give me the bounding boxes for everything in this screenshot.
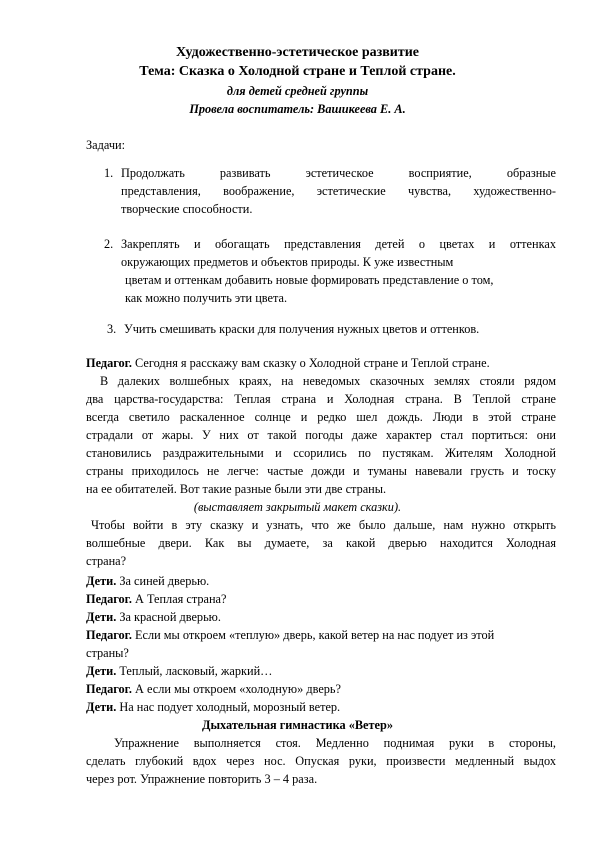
dialog-text: А если мы откроем «холодную» дверь?: [135, 682, 342, 696]
exercise-line-3: через рот. Упражнение повторить 3 – 4 раза.: [86, 772, 318, 786]
teacher-subtitle: Провела воспитатель: Вашикеева Е. А.: [189, 102, 406, 116]
speaker-label: Дети.: [86, 700, 117, 714]
task-2-number: 2.: [104, 237, 114, 251]
dialog-line: [86, 681, 341, 699]
story-p2-line-3: всегда светило раскаленное солнце и редко шел дождь. Люди в этой стране: [86, 410, 556, 424]
story-p3-line-3: страна?: [86, 554, 127, 568]
story-p2-line-6: страны приходилось не легче: частые дожди и туманы навевали грусть и тоску: [86, 464, 556, 478]
story-remark: (выставляет закрытый макет сказки).: [193, 500, 402, 514]
story-p1: [86, 355, 490, 373]
dialog-line: [86, 591, 226, 609]
task-1-line-3: творческие способности.: [121, 202, 253, 216]
group-subtitle: для детей средней группы: [226, 84, 369, 98]
speaker-label: Педагог.: [86, 628, 132, 642]
speaker-label: Дети.: [86, 664, 117, 678]
speaker-label: Дети.: [86, 610, 117, 624]
story-p2-line-4: страдали от жары. У них от такой погоды даже характер стал портиться: они: [86, 428, 556, 442]
dialog-line: [86, 699, 340, 717]
dialog-text: За красной дверью.: [119, 610, 221, 624]
dialog-text: А Теплая страна?: [135, 592, 227, 606]
story-p2-line-2: два царства-государства: Теплая страна и Холодная страна. В Теплой стране: [86, 392, 556, 406]
story-p1-text: Сегодня я расскажу вам сказку о Холодной стране и Теплой стране.: [135, 356, 490, 370]
story-p2-line-1: В далеких волшебных краях, на неведомых сказочных землях стояли рядом: [100, 374, 556, 388]
dialog-line: [86, 573, 209, 591]
title-line-2: Тема: Сказка о Холодной стране и Теплой стране.: [139, 64, 456, 79]
dialog-text: Если мы откроем «теплую» дверь, какой ветер на нас подует из этой: [135, 628, 495, 642]
task-2-line-3: цветам и оттенкам добавить новые формировать представление о том,: [125, 273, 494, 287]
dialog-text: За синей дверью.: [119, 574, 210, 588]
story-p2-line-7: на ее обитателей. Вот такие разные были эти две страны.: [86, 482, 387, 496]
dialog-line: [86, 627, 494, 645]
task-2-line-4: как можно получить эти цвета.: [125, 291, 288, 305]
title-line-1: Художественно-эстетическое развитие: [175, 45, 420, 60]
task-1-number: 1.: [104, 166, 114, 180]
dialog-line: [86, 645, 129, 663]
task-1-line-1: Продолжать развивать эстетическое восприятие, образные: [121, 166, 556, 180]
story-p3-line-1: Чтобы войти в эту сказку и узнать, что же было дальше, нам нужно открыть: [91, 518, 556, 532]
story-p3-line-2: волшебные двери. Как вы думаете, за какой дверью находится Холодная: [86, 536, 556, 550]
speaker-label: Педагог.: [86, 356, 132, 370]
dialog-line: [86, 663, 272, 681]
exercise-line-1: Упражнение выполняется стоя. Медленно поднимая руки в стороны,: [114, 736, 556, 750]
story-p2-line-5: становились раздражительными и ссорились по пустякам. Жителям Холодной: [86, 446, 556, 460]
exercise-title: Дыхательная гимнастика «Ветер»: [201, 718, 394, 732]
speaker-label: Педагог.: [86, 682, 132, 696]
speaker-label: Педагог.: [86, 592, 132, 606]
task-2-line-1: Закреплять и обогащать представления детей о цветах и оттенках: [121, 237, 556, 251]
task-1-line-2: представления, воображение, эстетические чувства, художественно-: [121, 184, 556, 198]
task-3-line-1: Учить смешивать краски для получения нужных цветов и оттенков.: [124, 322, 480, 336]
task-2-line-2: окружающих предметов и объектов природы. К уже известным: [121, 255, 454, 269]
task-3-number: 3.: [107, 322, 117, 336]
dialog-line: [86, 609, 221, 627]
tasks-label: Задачи:: [86, 138, 126, 152]
speaker-label: Дети.: [86, 574, 117, 588]
dialog-text: страны?: [86, 646, 129, 660]
dialog-text: На нас подует холодный, морозный ветер.: [119, 700, 341, 714]
dialog-text: Теплый, ласковый, жаркий…: [119, 664, 273, 678]
exercise-line-2: сделать глубокий вдох через нос. Опуская руки, произвести медленный выдох: [86, 754, 556, 768]
